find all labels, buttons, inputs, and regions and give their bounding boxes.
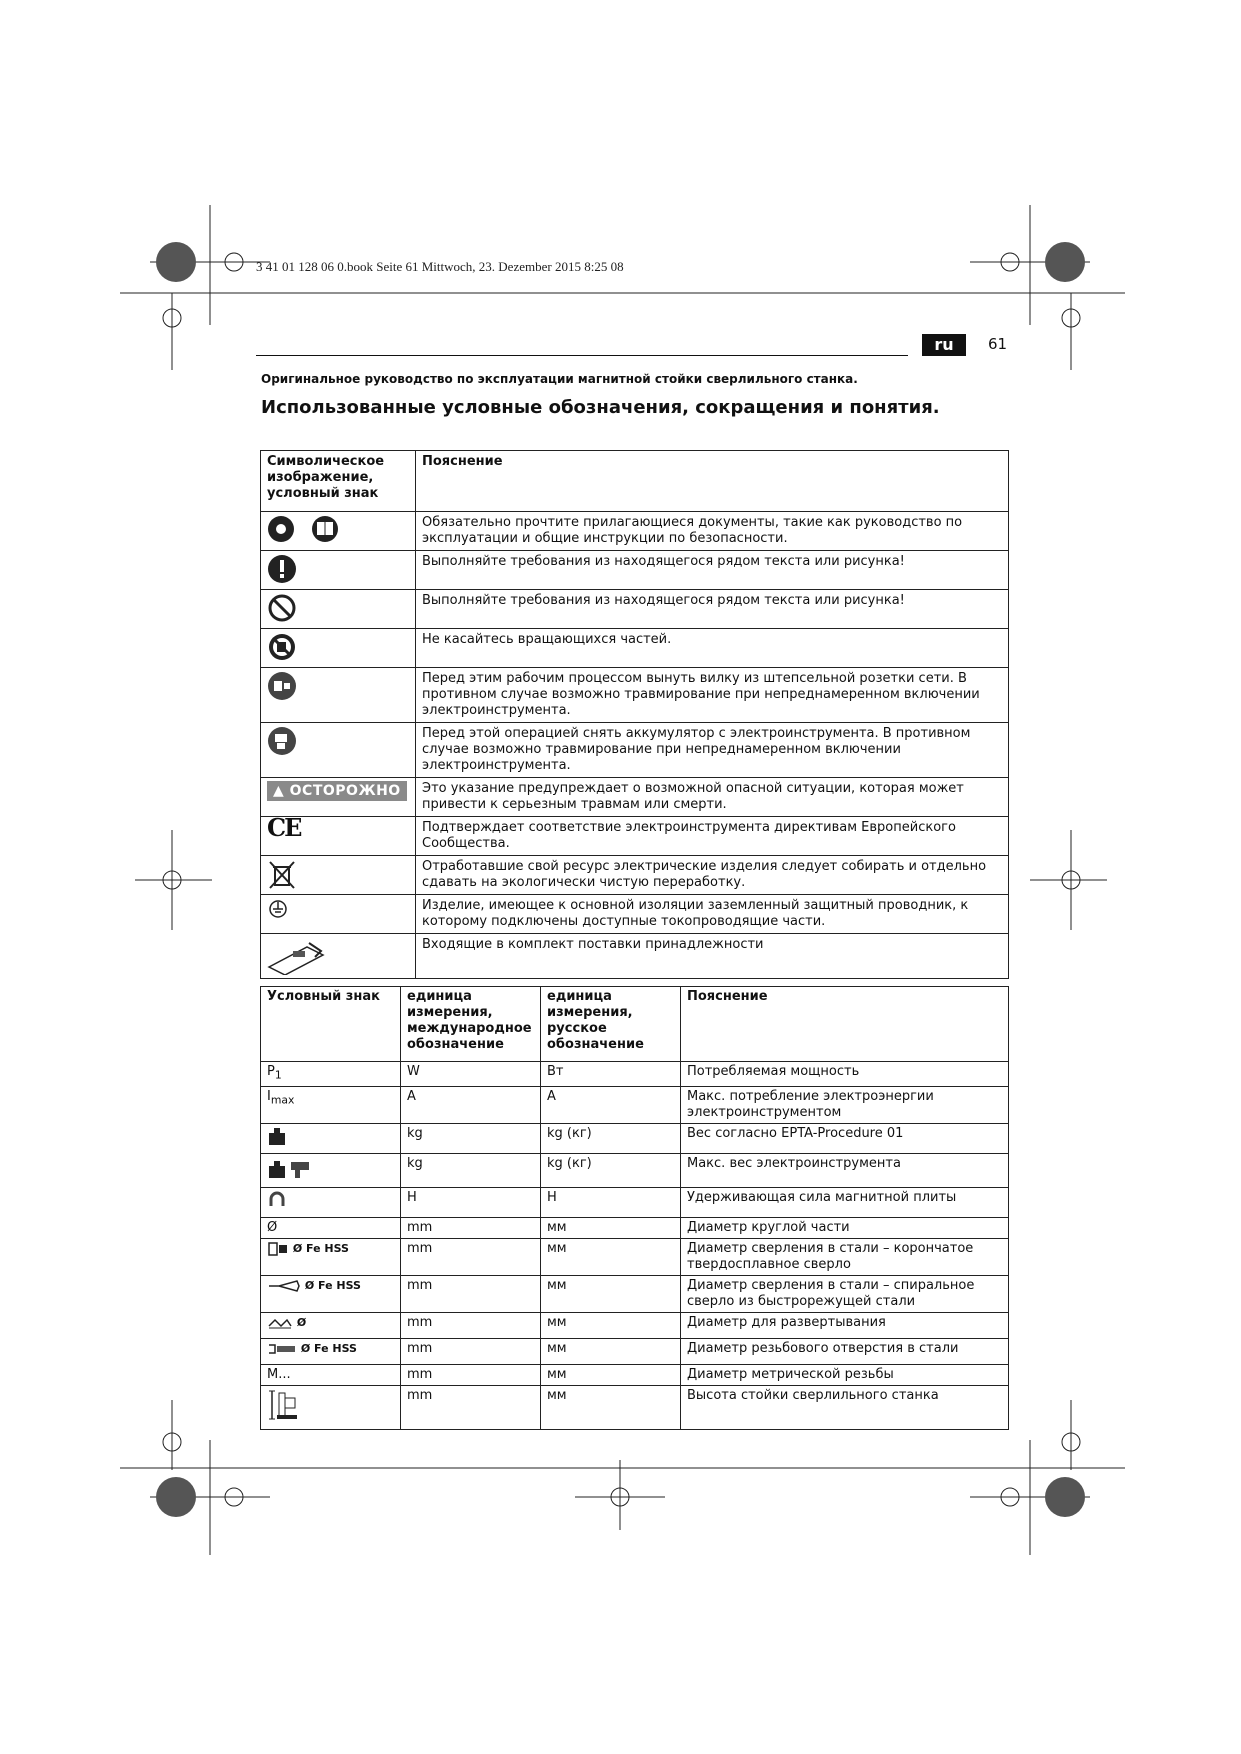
stand-height-icon (261, 1385, 401, 1429)
row-text: Перед этим рабочим процессом вынуть вилку из штепсельной розетки сети. В противном случае возможно травмирование при непреднамеренном включении электроинструмента. (416, 668, 1009, 723)
diameter-symbol: Ø (304, 1278, 315, 1292)
reamer-icon (261, 1312, 401, 1338)
row-text: Выполняйте требования из находящегося рядом текста или рисунка! (416, 590, 1009, 629)
header-rule (256, 355, 908, 356)
header-explanation: Пояснение (681, 987, 1009, 1062)
table-row (261, 856, 1009, 895)
table-row (261, 895, 1009, 934)
weight-icon (261, 1123, 401, 1153)
table-row (261, 1187, 1009, 1217)
row-desc: Макс. потребление электроэнергии электроинструментом (681, 1086, 1009, 1123)
unit-intl: mm (401, 1364, 541, 1385)
table-row (261, 723, 1009, 778)
table-row (261, 1312, 1009, 1338)
header-unit-intl: единица измерения, международное обозначение (401, 987, 541, 1062)
row-desc: Диаметр метрической резьбы (681, 1364, 1009, 1385)
language-tag: ru (922, 334, 966, 356)
document-subtitle: Оригинальное руководство по эксплуатации магнитной стойки сверлильного станка. (261, 372, 858, 386)
row-desc: Макс. вес электроинструмента (681, 1153, 1009, 1187)
row-text: Перед этой операцией снять аккумулятор с электроинструмента. В противном случае возможно травмирование при непреднамеренном включении электроинструмента. (416, 723, 1009, 778)
units-table (260, 986, 1009, 1430)
unit-ru: мм (541, 1238, 681, 1275)
unit-intl: mm (401, 1275, 541, 1312)
table-row (261, 817, 1009, 856)
table-row (261, 1338, 1009, 1364)
row-desc: Высота стойки сверлильного станка (681, 1385, 1009, 1429)
unit-ru: kg (кг) (541, 1153, 681, 1187)
row-text: Изделие, имеющее к основной изоляции заземленный защитный проводник, к которому подключены доступные токопроводящие части. (416, 895, 1009, 934)
row-desc: Вес согласно EPTA-Procedure 01 (681, 1123, 1009, 1153)
weee-bin-icon (261, 856, 416, 895)
table-row (261, 934, 1009, 979)
header-symbol: Символическое изображение, условный знак (261, 451, 416, 512)
row-desc: Потребляемая мощность (681, 1062, 1009, 1087)
unit-ru: мм (541, 1275, 681, 1312)
unit-intl: mm (401, 1238, 541, 1275)
unit-intl: H (401, 1187, 541, 1217)
row-desc: Диаметр круглой части (681, 1217, 1009, 1238)
table-row (261, 551, 1009, 590)
unit-intl: mm (401, 1338, 541, 1364)
symbol-p1: $P_1$ (261, 1062, 401, 1087)
row-text: Отработавшие свой ресурс электрические изделия следует собирать и отдельно сдавать на экологически чистую переработку. (416, 856, 1009, 895)
warning-triangle-icon: ▲ (273, 783, 285, 799)
row-text: Не касайтесь вращающихся частей. (416, 629, 1009, 668)
steel-label: Fe HSS (318, 1278, 361, 1292)
diameter-symbol: Ø (292, 1241, 303, 1255)
ground-icon (261, 895, 416, 934)
tap-icon (261, 1338, 401, 1364)
table-row (261, 1123, 1009, 1153)
row-text: Выполняйте требования из находящегося рядом текста или рисунка! (416, 551, 1009, 590)
table-row (261, 1275, 1009, 1312)
magnet-icon (261, 1187, 401, 1217)
table-row (261, 1062, 1009, 1087)
unit-ru: A (541, 1086, 681, 1123)
row-text: Подтверждает соответствие электроинструмента директивам Европейского Сообщества. (416, 817, 1009, 856)
table-row (261, 778, 1009, 817)
ce-mark-label: CE (267, 813, 301, 842)
header-unit-ru: единица измерения, русское обозначение (541, 987, 681, 1062)
header-explanation: Пояснение (416, 451, 1009, 512)
accessory-icon (261, 934, 416, 979)
unit-ru: kg (кг) (541, 1123, 681, 1153)
print-header: 3 41 01 128 06 0.book Seite 61 Mittwoch, 23. Dezember 2015 8:25 08 (256, 259, 624, 274)
symbol-imax: $I_{max}$ (261, 1086, 401, 1123)
max-weight-icon (261, 1153, 401, 1187)
no-touch-icon (261, 629, 416, 668)
unit-ru: мм (541, 1385, 681, 1429)
symbols-table (260, 450, 1009, 979)
unit-intl: W (401, 1062, 541, 1087)
unit-ru: Вт (541, 1062, 681, 1087)
row-desc: Диаметр сверления в стали – корончатое твердосплавное сверло (681, 1238, 1009, 1275)
table-row (261, 1086, 1009, 1123)
unit-intl: mm (401, 1385, 541, 1429)
ce-mark-icon (261, 813, 416, 856)
diameter-symbol: Ø (296, 1315, 307, 1329)
symbol-diameter: Ø (261, 1217, 401, 1238)
table-row (261, 512, 1009, 551)
unit-ru: мм (541, 1338, 681, 1364)
row-text: Входящие в комплект поставки принадлежности (416, 934, 1009, 979)
row-desc: Удерживающая сила магнитной плиты (681, 1187, 1009, 1217)
caution-badge (261, 778, 416, 817)
row-text: Это указание предупреждает о возможной опасной ситуации, которая может привести к серьезным травмам или смерти. (416, 778, 1009, 817)
twist-drill-icon (261, 1275, 401, 1312)
steel-label: Fe HSS (306, 1241, 349, 1255)
table-row (261, 1385, 1009, 1429)
remove-battery-icon (261, 723, 416, 778)
table-header-row (261, 987, 1009, 1062)
unit-intl: mm (401, 1217, 541, 1238)
unit-intl: A (401, 1086, 541, 1123)
table-row (261, 1217, 1009, 1238)
unplug-icon (261, 668, 416, 723)
unit-intl: kg (401, 1123, 541, 1153)
table-header-row (261, 451, 1009, 512)
diameter-symbol: Ø (300, 1341, 311, 1355)
core-drill-icon (261, 1238, 401, 1275)
symbol-metric-thread: M... (261, 1364, 401, 1385)
read-manual-icon (261, 512, 416, 551)
section-title: Использованные условные обозначения, сокращения и понятия. (261, 397, 940, 418)
unit-ru: H (541, 1187, 681, 1217)
row-desc: Диаметр для развертывания (681, 1312, 1009, 1338)
table-row (261, 590, 1009, 629)
unit-ru: мм (541, 1217, 681, 1238)
page-number: 61 (988, 335, 1008, 353)
row-desc: Диаметр сверления в стали – спиральное сверло из быстрорежущей стали (681, 1275, 1009, 1312)
row-desc: Диаметр резьбового отверстия в стали (681, 1338, 1009, 1364)
header-symbol: Условный знак (261, 987, 401, 1062)
unit-intl: kg (401, 1153, 541, 1187)
caution-label: ОСТОРОЖНО (289, 783, 401, 799)
prohibition-icon (261, 590, 416, 629)
table-row (261, 1238, 1009, 1275)
unit-intl: mm (401, 1312, 541, 1338)
unit-ru: мм (541, 1364, 681, 1385)
table-row (261, 668, 1009, 723)
unit-ru: мм (541, 1312, 681, 1338)
exclamation-icon (261, 551, 416, 590)
row-text: Обязательно прочтите прилагающиеся документы, такие как руководство по эксплуатации и общие инструкции по безопасности. (416, 512, 1009, 551)
table-row (261, 1153, 1009, 1187)
table-row (261, 629, 1009, 668)
table-row (261, 1364, 1009, 1385)
steel-label: Fe HSS (314, 1341, 357, 1355)
